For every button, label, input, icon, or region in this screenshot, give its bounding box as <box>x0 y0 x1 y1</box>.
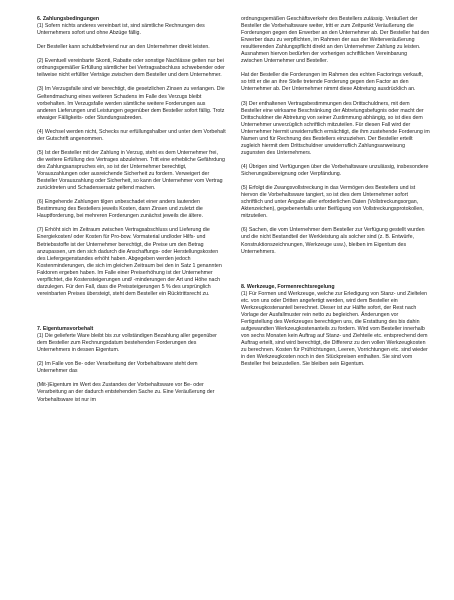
paragraph: (3) Der enthaltenen Vertragsbestimmungen des Drittschuldners, mit dem Besteller eine wirksame Beschränkung der Abtretungsbefugnis oder macht der Drittschuldner die Abtretung von seiner Zustimmung abhängig, so ist dies dem Unternehmer unverzüglich schriftlich mitzuteilen. Für diesen Fall wird der Unternehmer hiermit unwiderruflich ermächtigt, die ihm zustehende Forderung im Namen und für Rechnung des Bestellers einzuziehen. Der Besteller erteilt zugleich hiermit dem Drittschuldner unwiderruflich Zahlungsanweisung zugunsten des Unternehmers. <box>241 100 430 156</box>
paragraph: (6) Eingehende Zahlungen tilgen unbeschadet einer anders lautenden Bestimmung des Bestellers jeweils Kosten, dann Zinsen und zuletzt die Hauptforderung, bei mehreren Forderungen zunächst jeweils die ältere. <box>37 199 204 220</box>
section-heading: 7. Eigentumsvorbehalt <box>37 326 94 333</box>
paragraph: (1) Für Formen und Werkzeuge, welche zur Erledigung von Stanz- und Zieltelen etc. von uns oder Dritten angefertigt werden, wird dem Besteller ein Werkzeugkostenanteil berechnet. Dieser ist zur Hälfte sofort, der Rest nach Vorlage der Ausfallmuster rein netto zu begleichen. Änderungen vor Fertigstellung des Werkzeuges berechtigen uns, die Erstattung des bis dahin aufgewandten Werkzeugkostenanteils zu fordern. Wird vom Besteller innerhalb von sechs Monaten kein Auftrag auf Stanz- und Ziehteile etc. entsprechend dem Auftrag erteilt, sind wird berechtigt, die Differenz zu den vollen Werkzeugkosten zu berechnen. Kosten für Prüfrichtungen, Leeren, Vorrichtungen etc. sind wieder in den Werkzeugkosten noch in den Stückpreisen enthalten. Sie sind vom Besteller frei beizustellen. Sie bleiben sein Eigentum. <box>241 290 428 368</box>
paragraph: ordnungsgemäßen Geschäftsverkehr des Bestellers zulässig. Veräußert der Besteller die Vorbehaltsware weiter, tritt er zum Zeitpunkt Veräußerung die Forderungen gegen den Erwerber an den Unternehmer ab. Der Besteller hat den Erwerber dazu zu verpflichten, im Rahmen der aus der Weiterveräußerung resultierenden Zahlungspflicht direkt an den Unternehmer Zahlung zu leisten. Ausnahmen hiervon bedürfen der vorherigen schriftlichen Vereinbarung zwischen Unternehmer und Besteller. <box>241 16 430 65</box>
paragraph: (7) Erhöht sich im Zeitraum zwischen Vertragsabschluss und Lieferung die Energiekosten/ oder Kosten für Pro-bow. Vormaterial und/oder Hilfs- und Betriebsstoffe ist der Unternehmer berechtigt, die Preise um den Betrag anzupassen, um den sich dadurch die Anschaffungs- oder Herstellungskosten des Liefergegenstandes erhöht haben. Abgegeben werden jedoch Kostenminderungen, die sich im gleichen Zeitraum bei den in Satz 1 genannten Faktoren ergeben haben. Im Falle einer Preiserhöhung ist der Unternehmer verpflichtet, die Kostensteigerungen und/ -minderungen der Art und Höhe nach darzulegen. Für den Fall, dass die Preissteigerungen 5 % des ursprünglich vereinbarten Preises übersteigt, steht dem Besteller ein Rücktrittsrecht zu. <box>37 227 222 297</box>
paragraph: (6) Sachen, die vom Unternehmer dem Besteller zur Verfügung gestellt wurden und die nicht Bestandteil der Werkleistung als solcher sind (z. B. Entwürfe, Konstruktionszeichnungen, Werkzeuge usw.), bleiben im Eigentum des Unternehmers. <box>241 227 425 255</box>
paragraph: (1) Sofern nichts anderes vereinbart ist, sind sämtliche Rechnungen des Unternehmers sofort und ohne Abzüge fällig. <box>37 23 205 37</box>
paragraph: Der Besteller kann schuldbefreiend nur an den Unternehmer direkt leisten. <box>37 44 210 51</box>
section-spacer <box>37 305 226 326</box>
paragraph: (2) Im Falle von Be- oder Verarbeitung der Vorbehaltsware steht dem Unternehmer das <box>37 361 198 375</box>
paragraph: (1) Die gelieferte Ware bleibt bis zur vollständigen Bezahlung aller gegenüber dem Besteller zum Rechnungsdatum bestehenden Forderungen des Unternehmers in dessen Eigentum. <box>37 333 217 354</box>
paragraph: (4) Übrigen sind Verfügungen über die Vorbehaltsware unzulässig, insbesondere Sicherungsübereignung oder Verpfändung. <box>241 163 429 178</box>
section-spacer <box>241 263 430 284</box>
paragraph: (Mit-)Eigentum im Wert des Zustandes der Vorbehaltsware vor Be- oder Verarbeitung an der dadurch entstehenden Sache zu. Eine Veräußerung der Vorbehaltsware ist nur im <box>37 382 215 403</box>
paragraph: (5) Ist der Besteller mit der Zahlung in Verzug, steht es dem Unternehmer frei, die weitere Erfüllung des Vertrages abzulehnen. Tritt eine erhebliche Gefährdung des Zahlungsanspruches ein, so ist der Unternehmer berechtigt, Vorauszahlungen oder ausreichende Sicherheit zu fordern. Verweigert der Besteller Vorauszahlung oder Sicherheit, so kann der Unternehmer vom Vertrag zurücktreten und Schadensersatz geltend machen. <box>37 149 225 192</box>
section-heading: 6. Zahlungsbedingungen <box>37 16 100 22</box>
paragraph: (3) Im Verzugsfalle sind wir berechtigt, die gesetzlichen Zinsen zu verlangen. Die Geltendmachung eines weiteren Schadens im Falle des Verzugs bleibt vorbehalten. Im Verzugsfalle werden sämtliche weitere Forderungen aus anderen Lieferungen und Leistungen gegenüber dem Besteller sofort fällig. Trotz etwaiger Fälligkeits- oder Stundungsabreden. <box>37 86 225 121</box>
right-column <box>241 16 430 375</box>
section-heading: 8. Werkzeuge, Formenrechtsregelung <box>241 283 335 290</box>
left-column <box>37 16 226 411</box>
paragraph: (4) Wechsel werden nicht, Schecks nur erfüllungshalber und unter dem Vorbehalt der Gutschrift angenommen. <box>37 128 226 142</box>
paragraph: Hat der Besteller die Forderungen im Rahmen des echten Factorings verkauft, so tritt er die an ihre Stelle tretende Forderung gegen den Factor an den Unternehmer ab. Der Unternehmer nimmt diese Abtretung ausdrücklich an. <box>241 72 424 93</box>
paragraph: (5) Erfolgt die Zwangsvollstreckung in das Vermögen des Bestellers und ist hiervon die Vorbehaltsware tangiert, so ist dies dem Unternehmer sofort schriftlich und unter Angabe aller erforderlichen Daten (Vollstreckungsorgan, Aktenzeichen), gegebenenfalls unter Beifügung von Vollstreckungsprotokollen, mitzuteilen. <box>241 185 424 220</box>
paragraph: (2) Eventuell vereinbarte Skonti, Rabatte oder sonstige Nachlässe gelten nur bei ordnungsgemäßer Erfüllung sämtlicher bei Vertragsabschluss schwebender oder teilweise nicht erfüllter Verträge zwischen dem Besteller und dem Unternehmer. <box>37 58 225 79</box>
